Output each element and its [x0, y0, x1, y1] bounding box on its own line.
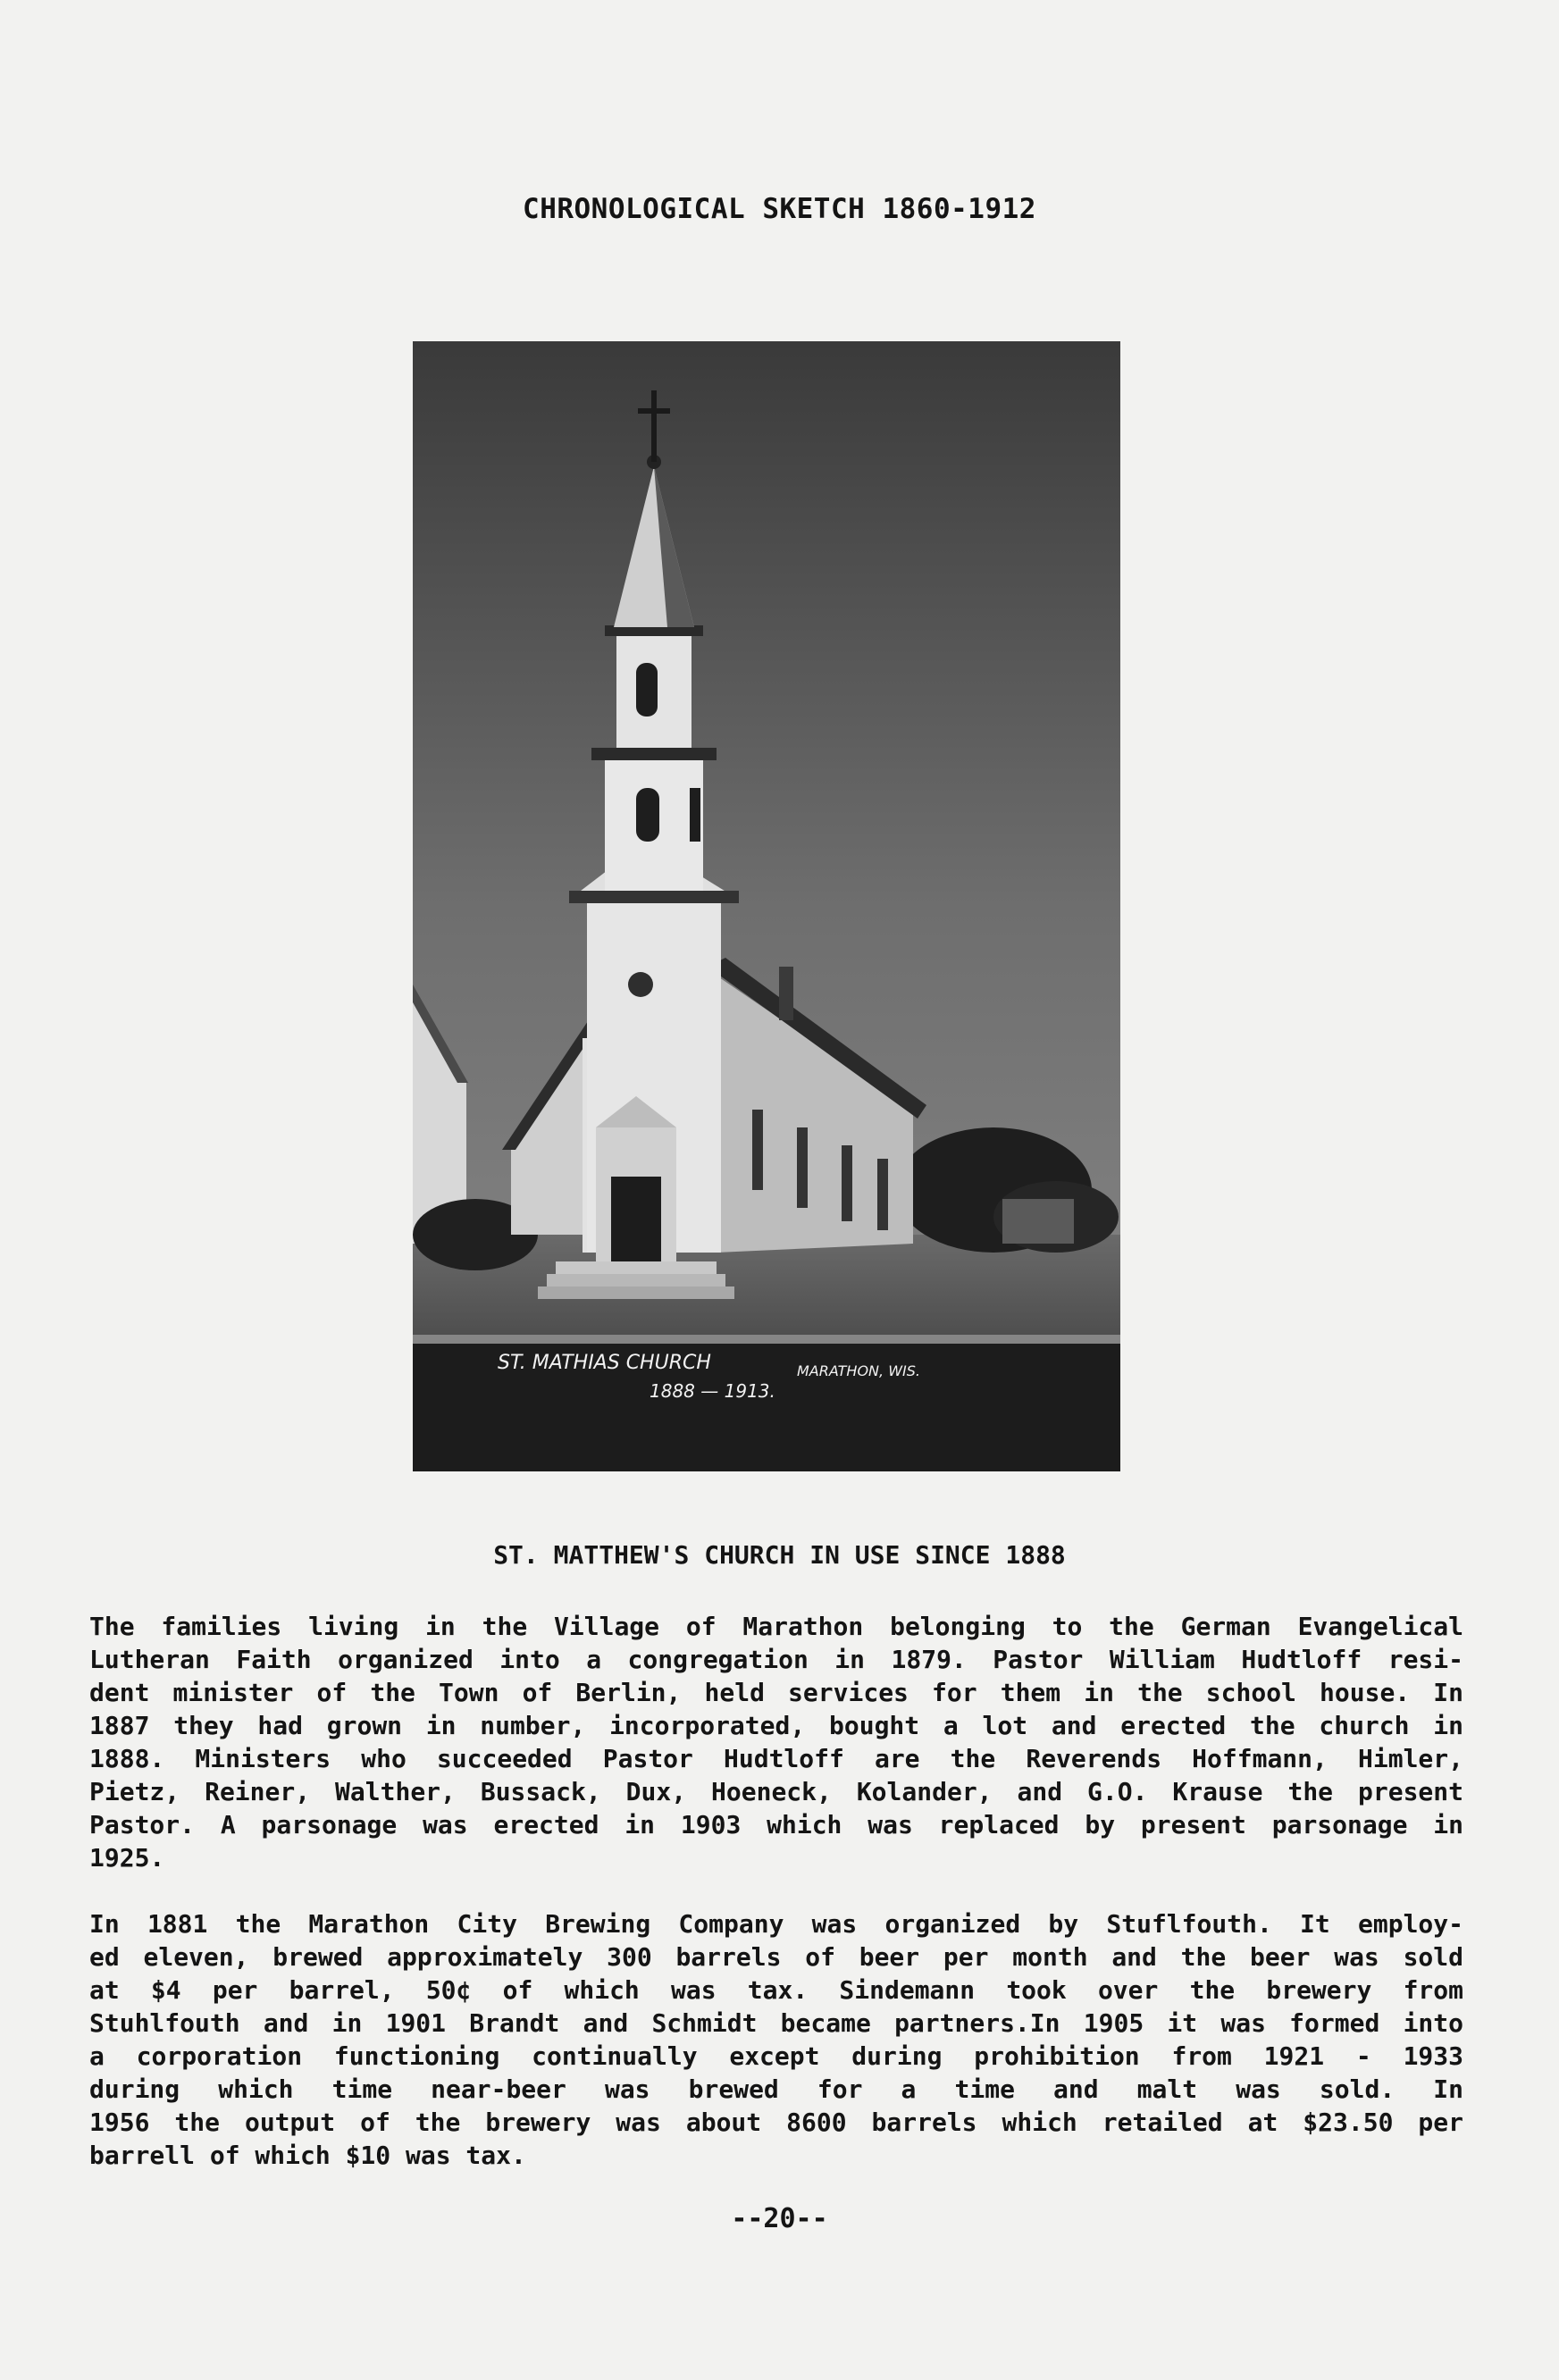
- text-line: Pietz, Reiner, Walther, Bussack, Dux, Hoeneck, Kolander, and G.O. Krause the present: [89, 1777, 1463, 1806]
- text-line: at $4 per barrel, 50¢ of which was tax. Sindemann took over the brewery from: [89, 1975, 1463, 2005]
- church-illustration: [413, 341, 1120, 1471]
- text-line: 1956 the output of the brewery was about 8600 barrels which retailed at $23.50 per: [89, 2108, 1463, 2137]
- page-number: --20--: [731, 2203, 828, 2234]
- text-line: 1887 they had grown in number, incorporated, bought a lot and erected the church in: [89, 1711, 1463, 1740]
- paragraph-brewing-company: [89, 1907, 1463, 2172]
- text-line: Lutheran Faith organized into a congregation in 1879. Pastor William Hudtloff resi-: [89, 1645, 1463, 1674]
- text-line: a corporation functioning continually except during prohibition from 1921 - 1933: [89, 2041, 1463, 2071]
- text-line: 1888. Ministers who succeeded Pastor Hudtloff are the Reverends Hoffmann, Himler,: [89, 1744, 1463, 1773]
- text-line: barrell of which $10 was tax.: [89, 2141, 526, 2170]
- photo-inscription-name: ST. MATHIAS CHURCH: [498, 1352, 711, 1374]
- church-photograph: [413, 341, 1120, 1471]
- text-line: ed eleven, brewed approximately 300 barrels of beer per month and the beer was sold: [89, 1942, 1463, 1972]
- photo-caption: ST. MATTHEW'S CHURCH IN USE SINCE 1888: [493, 1540, 1066, 1570]
- text-line: dent minister of the Town of Berlin, held services for them in the school house. In: [89, 1678, 1463, 1707]
- text-line: The families living in the Village of Marathon belonging to the German Evangelical: [89, 1612, 1463, 1641]
- text-line: during which time near-beer was brewed for a time and malt was sold. In: [89, 2074, 1463, 2104]
- photo-inscription-years: 1888 — 1913.: [650, 1380, 775, 1402]
- photo-inscription-place: MARATHON, WIS.: [797, 1362, 920, 1379]
- paragraph-lutheran-congregation: [89, 1610, 1463, 1874]
- text-line: Stuhlfouth and in 1901 Brandt and Schmidt became partners.In 1905 it was formed into: [89, 2008, 1463, 2038]
- page-title: CHRONOLOGICAL SKETCH 1860-1912: [523, 193, 1036, 225]
- text-line: 1925.: [89, 1843, 165, 1873]
- text-line: In 1881 the Marathon City Brewing Company was organized by Stuflfouth. It employ-: [89, 1909, 1463, 1939]
- text-line: Pastor. A parsonage was erected in 1903 which was replaced by present parsonage in: [89, 1810, 1463, 1839]
